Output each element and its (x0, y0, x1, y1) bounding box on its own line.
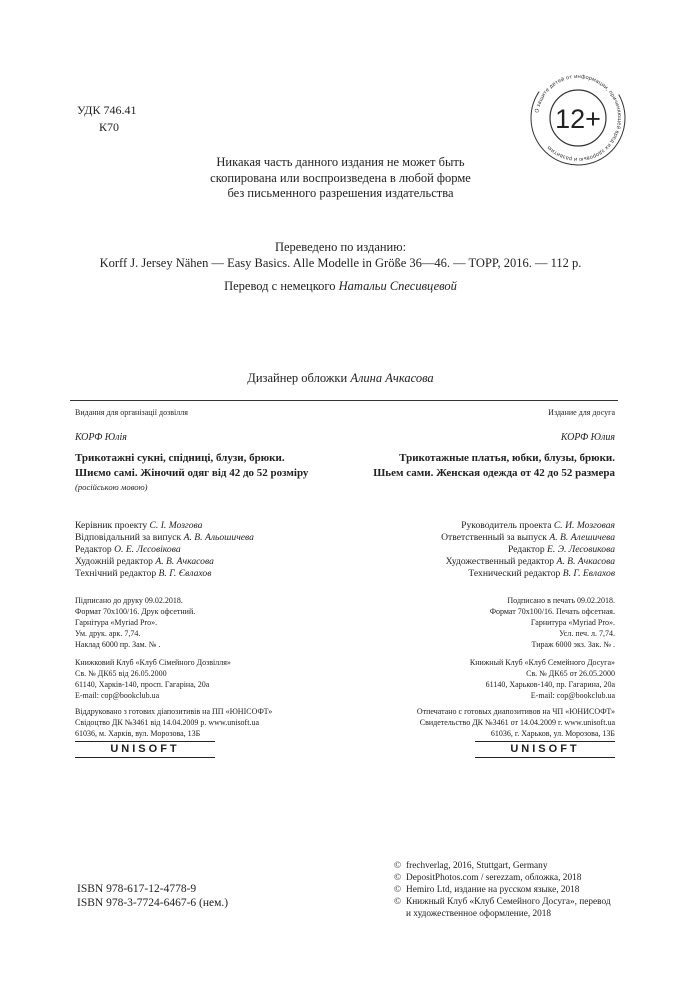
staff-row: Технический редактор В. Г. Евлахов (468, 568, 615, 579)
right-printer-logo-wrap (345, 741, 615, 758)
left-staff (75, 520, 345, 580)
print-line: Усл. печ. л. 7,74. (559, 629, 615, 638)
translator-prefix: Перевод с немецкого (224, 279, 336, 293)
left-print-info (75, 595, 345, 650)
staff-row: Керівник проекту С. І. Мозгова (75, 520, 203, 531)
print-line: Подписано в печать 09.02.2018. (507, 596, 615, 605)
print-line: Тираж 6000 экз. Зак. № . (531, 640, 615, 649)
copyright-icon: © (394, 897, 402, 907)
left-printer-info (75, 706, 345, 739)
left-subtitle-line: Шиємо самі. Жіночий одяг від 42 до 52 розміру (75, 467, 309, 479)
isbn-de: ISBN 978-3-7724-6467-6 (нем.) (77, 897, 229, 909)
copyright-icon: © (394, 873, 402, 883)
udk-code: УДК 746.41 (77, 103, 137, 117)
author-mark: К70 (99, 120, 120, 134)
copyright-row: © frechverlag, 2016, Stuttgart, Germany (394, 861, 548, 871)
left-org-note: Видання для організації дозвілля (75, 408, 188, 417)
copyright-list (394, 860, 611, 920)
left-language-note: (російською мовою) (75, 482, 148, 492)
right-title-line: Трикотажные платья, юбки, блузы, брюки. (399, 452, 615, 464)
print-line: Підписано до друку 09.02.2018. (75, 596, 183, 605)
copyright-row: © DepositPhotos.com / serezzam, обложка, 2018 (394, 873, 582, 883)
publisher-line: 61140, Харків-140, просп. Гагаріна, 20а (75, 680, 210, 689)
left-publisher-info (75, 657, 345, 701)
cover-designer-line (0, 371, 681, 387)
publisher-line: 61140, Харьков-140, пр. Гагарина, 20а (485, 680, 615, 689)
staff-row: Художній редактор А. В. Ачкасова (75, 556, 214, 567)
right-subtitle-line: Шьем сами. Женская одежда от 42 до 52 размера (373, 467, 615, 479)
notice-line: без письменного разрешения издательства (227, 186, 454, 200)
right-staff (345, 520, 615, 580)
left-author: КОРФ Юлія (75, 432, 127, 443)
publisher-line: Св. № ДК65 від 26.05.2000 (75, 669, 167, 678)
print-line: Формат 70х100/16. Печать офсетная. (489, 607, 615, 616)
right-title-block (345, 451, 615, 481)
right-print-info (345, 595, 615, 650)
print-line: Гарнітура «Myriad Pro». (75, 618, 158, 627)
print-line: Гарнитура «Myriad Pro». (530, 618, 615, 627)
publisher-line: Книжный Клуб «Клуб Семейного Досуга» (469, 658, 615, 667)
print-line: Ум. друк. арк. 7,74. (75, 629, 141, 638)
publisher-line: Книжковий Клуб «Клуб Сімейного Дозвілля» (75, 658, 231, 667)
unisoft-logo: UNISOFT (475, 741, 615, 758)
notice-line: скопирована или воспроизведена в любой форме (210, 170, 471, 185)
notice-line: Никакая часть данного издания не может быть (216, 155, 465, 169)
copyright-icon: © (394, 885, 402, 895)
printer-line: Свідоцтво ДК №3461 від 14.04.2009 р. www.unisoft.ua (75, 718, 259, 727)
printer-line: 61036, г. Харьков, ул. Морозова, 13Б (490, 729, 615, 738)
copyright-icon: © (394, 861, 402, 871)
designer-name: Алина Ачкасова (350, 371, 434, 385)
left-title-block (75, 451, 345, 493)
copyright-row: © Hemiro Ltd, издание на русском языке, 2018 (394, 885, 580, 895)
print-line: Наклад 6000 пр. Зам. № . (75, 640, 161, 649)
right-author: КОРФ Юлия (560, 432, 615, 443)
designer-prefix: Дизайнер обложки (247, 371, 348, 385)
staff-row: Технічний редактор В. Г. Євлахов (75, 568, 212, 579)
age-rating-label: 12+ (555, 104, 601, 134)
right-printer-info (345, 706, 615, 739)
isbn-block (77, 882, 228, 910)
publisher-line: E-mail: cop@bookclub.ua (530, 691, 615, 700)
printer-line: 61036, м. Харків, вул. Морозова, 13Б (75, 729, 201, 738)
print-line: Формат 70х100/16. Друк офсетний. (75, 607, 196, 616)
staff-row: Відповідальний за випуск А. В. Альошичева (75, 532, 254, 543)
copyright-row: © Книжный Клуб «Клуб Семейного Досуга», перевод (394, 897, 611, 907)
right-org-note: Издание для досуга (548, 408, 615, 417)
age-ring-text: О защите детей от информации, причиняющей вред их здоровью и развитию (534, 73, 623, 163)
staff-row: Художественный редактор А. В. Ачкасова (445, 556, 615, 567)
right-publisher-info (345, 657, 615, 701)
translation-label: Переведено по изданию: (274, 240, 407, 254)
copyright-notice (0, 155, 681, 202)
translation-source (0, 240, 681, 271)
staff-row: Ответственный за выпуск А. В. Алешичева (441, 532, 615, 543)
divider (70, 400, 618, 401)
unisoft-logo: UNISOFT (75, 741, 215, 758)
staff-row: Руководитель проекта С. И. Мозговая (461, 520, 615, 531)
isbn-ua: ISBN 978-617-12-4778-9 (77, 883, 197, 895)
translator-line (0, 279, 681, 295)
printer-line: Свидетельство ДК №3461 от 14.04.2009 г. www.unisoft.ua (419, 718, 615, 727)
original-edition: Korff J. Jersey Nähen — Easy Basics. Alle Modelle in Größe 36—46. — TOPP, 2016. — 112 p. (99, 255, 582, 270)
publisher-line: E-mail: cop@bookclub.ua (75, 691, 160, 700)
udk-block (77, 102, 136, 136)
left-printer-logo-wrap (75, 741, 345, 758)
translator-name: Натальи Спесивцевой (338, 279, 457, 293)
age-rating-badge (528, 68, 628, 168)
publisher-line: Св. № ДК65 от 26.05.2000 (526, 669, 615, 678)
printer-line: Отпечатано с готовых диапозитивов на ЧП «ЮНИСОФТ» (416, 707, 615, 716)
printer-line: Віддруковано з готових діапозитивів на ПП «ЮНІСОФТ» (75, 707, 273, 716)
left-title-line: Трикотажні сукні, спідниці, блузи, брюки. (75, 452, 285, 464)
staff-row: Редактор Е. Э. Лесовикова (507, 544, 615, 555)
staff-row: Редактор О. Е. Лєсовікова (75, 544, 181, 555)
copyright-row: и художественное оформление, 2018 (406, 909, 552, 919)
